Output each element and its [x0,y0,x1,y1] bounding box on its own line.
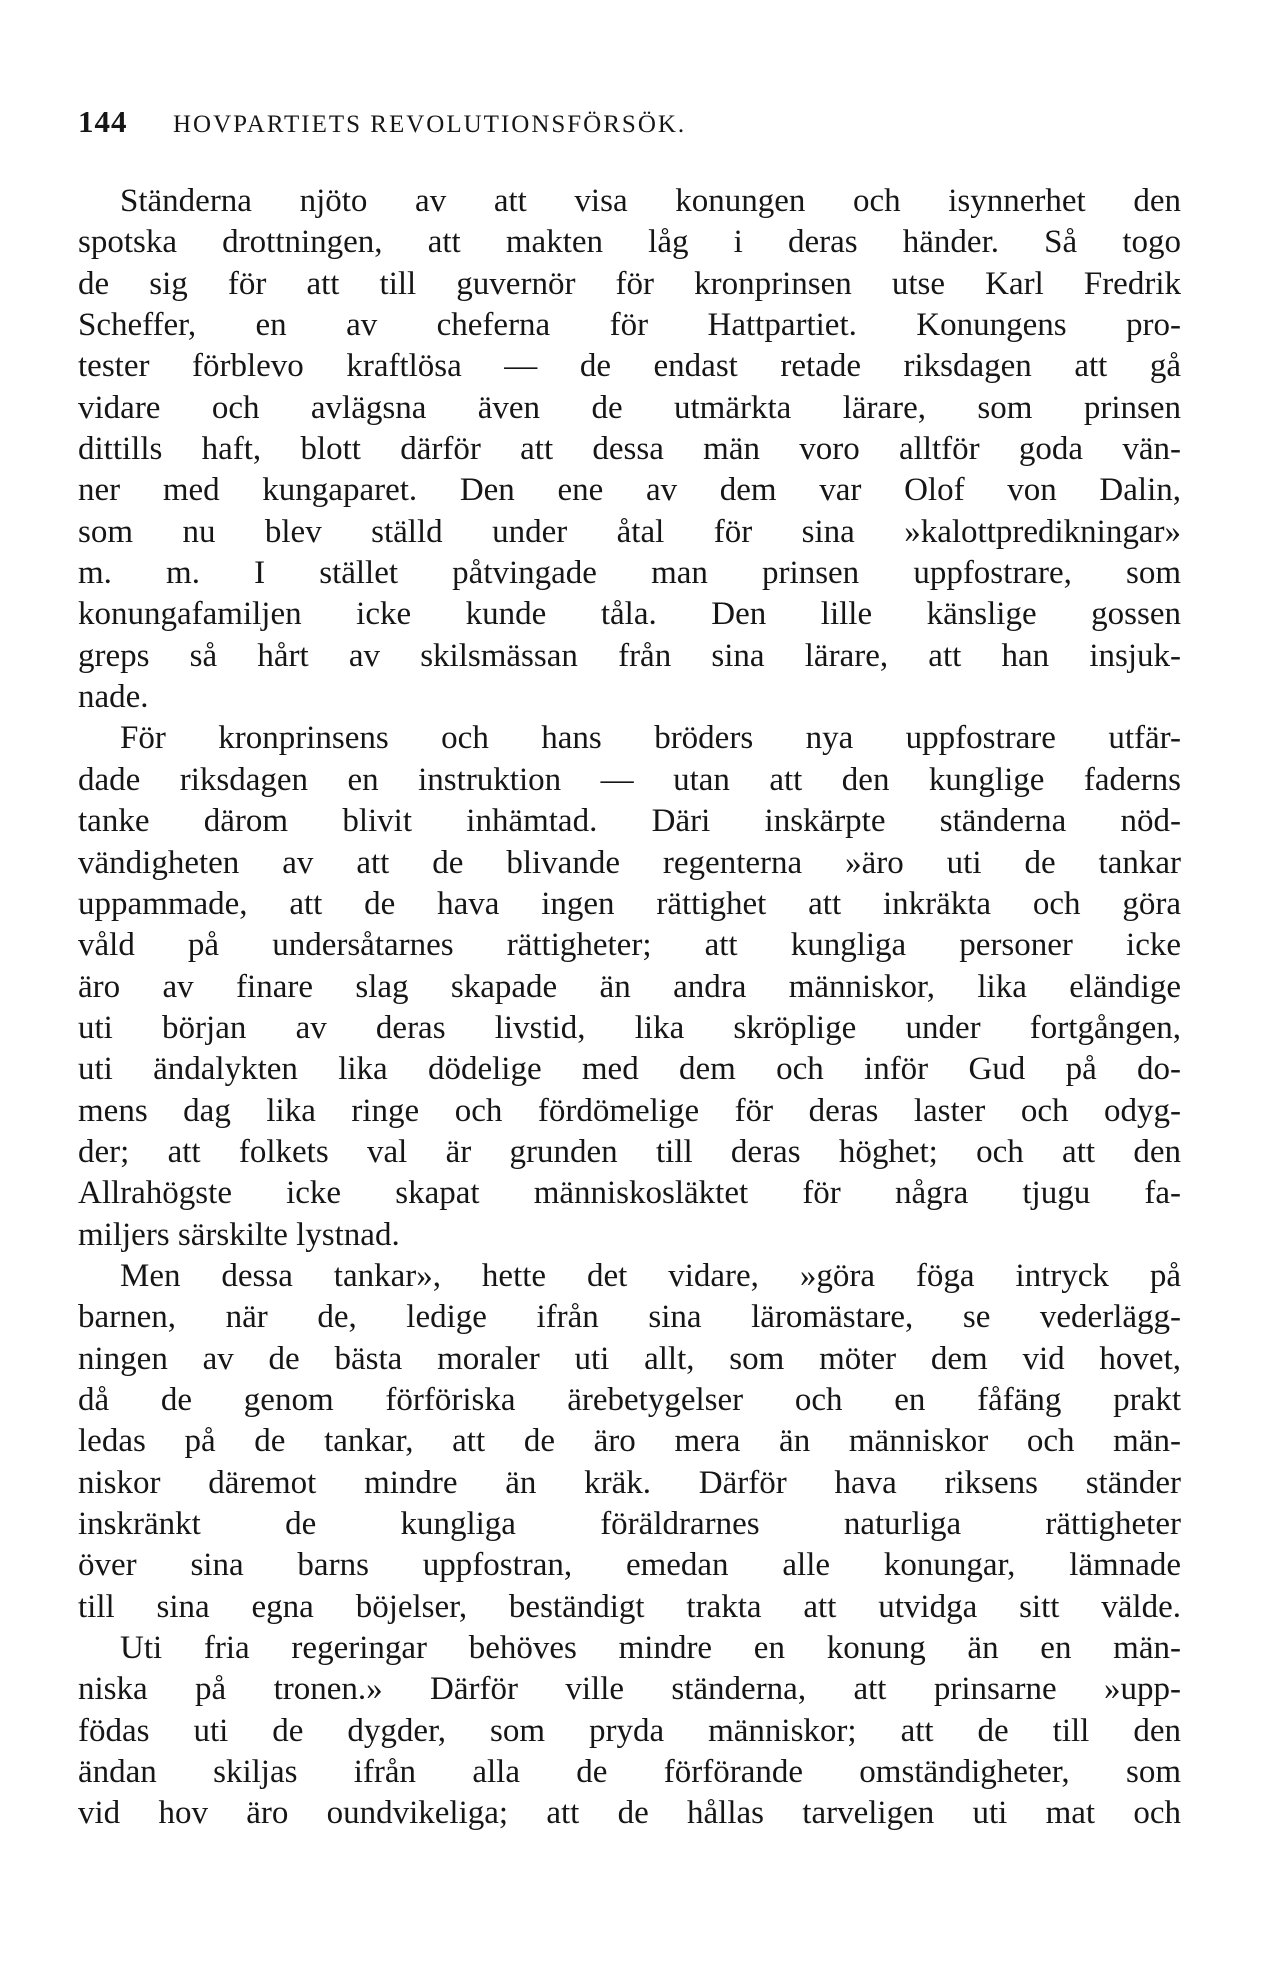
text-line: tester förblevo kraftlösa — de endast retade riksdagen att gå [78,348,1181,385]
text-line: över sina barns uppfostran, emedan alle konungar, lämnade [78,1547,1181,1584]
page-header [78,102,1178,142]
text-line: som nu blev ställd under åtal för sina »kalottpredikningar» [78,513,1181,550]
text-line: dittills haft, blott därför att dessa män voro alltför goda vän- [78,431,1181,468]
text-line: dade riksdagen en instruktion — utan att den kunglige faderns [78,761,1181,798]
text-line: uppammade, att de hava ingen rättighet att inkräkta och göra [78,885,1181,922]
text-line: uti ändalykten lika dödelige med dem och inför Gud på do- [78,1051,1181,1088]
text-line: niskor däremot mindre än kräk. Därför hava riksens ständer [78,1464,1181,1501]
text-line: der; att folkets val är grunden till deras höghet; och att den [78,1133,1181,1170]
text-line: Scheffer, en av cheferna för Hattpartiet. Konungens pro- [78,307,1181,344]
text-line: ner med kungaparet. Den ene av dem var Olof von Dalin, [78,472,1181,509]
running-head: HOVPARTIETS REVOLUTIONSFÖRSÖK. [173,111,687,138]
text-line: Men dessa tankar», hette det vidare, »göra föga intryck på [120,1257,1181,1294]
text-line: då de genom förföriska ärebetygelser och en fåfäng prakt [78,1381,1181,1418]
text-line: För kronprinsens och hans bröders nya uppfostrare utfär- [120,720,1181,757]
page-number: 144 [78,104,128,139]
text-line: Ständerna njöto av att visa konungen och isynnerhet den [120,183,1181,219]
text-line: till sina egna böjelser, beständigt trakta att utvidga sitt välde. [78,1588,1181,1625]
text-line: nade. [78,679,149,716]
text-line: våld på undersåtarnes rättigheter; att kungliga personer icke [78,927,1181,964]
text-line: greps så hårt av skilsmässan från sina lärare, att han insjuk- [78,637,1181,674]
text-line: konungafamiljen icke kunde tåla. Den lille känslige gossen [78,596,1181,633]
text-line: de sig för att till guvernör för kronprinsen utse Karl Fredrik [78,265,1181,302]
text-line: vid hov äro oundvikeliga; att de hållas tarveligen uti mat och [78,1795,1181,1832]
text-line: ledas på de tankar, att de äro mera än människor och män- [78,1423,1181,1460]
text-line: äro av finare slag skapade än andra människor, lika eländige [78,968,1181,1005]
text-line: ningen av de bästa moraler uti allt, som möter dem vid hovet, [78,1340,1181,1377]
text-line: vidare och avlägsna även de utmärkta lärare, som prinsen [78,389,1181,426]
text-line: uti början av deras livstid, lika skröplige under fortgången, [78,1009,1181,1046]
text-line: tanke därom blivit inhämtad. Däri inskärpte ständerna nöd- [78,803,1181,840]
body-text [78,181,1181,1835]
text-line: miljers särskilte lystnad. [78,1216,400,1253]
text-line: ändan skiljas ifrån alla de förförande omständigheter, som [78,1754,1181,1791]
text-line: m. m. I stället påtvingade man prinsen uppfostrare, som [78,555,1181,592]
text-line: inskränkt de kungliga föräldrarnes naturliga rättigheter [78,1506,1181,1542]
text-line: niska på tronen.» Därför ville ständerna, att prinsarne »upp- [78,1671,1181,1708]
text-line: mens dag lika ringe och fördömelige för deras laster och odyg- [78,1092,1181,1129]
text-line: vändigheten av att de blivande regenterna »äro uti de tankar [78,844,1181,881]
text-line: födas uti de dygder, som pryda människor; att de till den [78,1712,1181,1749]
text-line: spotska drottningen, att makten låg i deras händer. Så togo [78,224,1181,261]
text-line: Uti fria regeringar behöves mindre en konung än en män- [120,1630,1181,1667]
text-line: Allrahögste icke skapat människosläktet för några tjugu fa- [78,1175,1181,1212]
text-line: barnen, när de, ledige ifrån sina läromästare, se vederlägg- [78,1299,1181,1336]
